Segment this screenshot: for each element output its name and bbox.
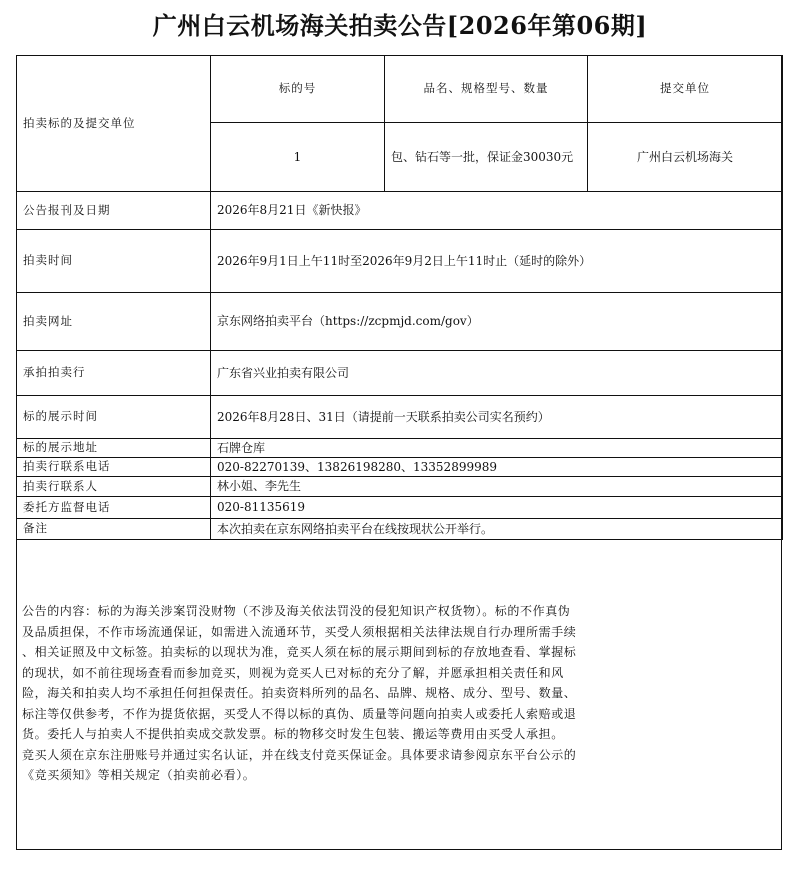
row-value: 广东省兴业拍卖有限公司 — [211, 351, 783, 396]
notice-line: 、相关证照及中文标签。拍卖标的以现状为准，竞买人须在标的展示期间到标的存放地查看、掌握标 — [22, 645, 577, 659]
row-label: 公告报刊及日期 — [17, 192, 211, 230]
table-row — [17, 396, 783, 439]
row-label: 拍卖行联系人 — [17, 477, 211, 497]
row-label: 拍卖行联系电话 — [17, 458, 211, 477]
notice-line: 的现状，如不前往现场查看而参加竞买，则视为竞买人已对标的充分了解，并愿承担相关责任和风 — [22, 665, 564, 680]
col-header-submit-unit: 提交单位 — [588, 56, 783, 123]
lot-submit-unit: 广州白云机场海关 — [588, 123, 783, 192]
table-row — [17, 497, 783, 519]
table-row — [17, 458, 783, 477]
row-value: 2026年9月1日上午11时至2026年9月2日上午11时止（延时的除外） — [211, 230, 783, 293]
notice-line: 险，海关和拍卖人均不承担任何担保责任。拍卖资料所列的品名、品牌、规格、成分、型号、数量、 — [22, 686, 577, 700]
row-label: 标的展示时间 — [17, 396, 211, 439]
header-row — [17, 56, 783, 123]
row-label: 标的展示地址 — [17, 439, 211, 458]
table-row — [17, 293, 783, 351]
col-header-item-desc: 品名、规格型号、数量 — [385, 56, 588, 123]
row-value: 林小姐、李先生 — [211, 477, 783, 497]
row-value: 京东网络拍卖平台（https://zcpmjd.com/gov） — [211, 293, 783, 351]
table-row — [17, 519, 783, 540]
row-value: 本次拍卖在京东网络拍卖平台在线按现状公开举行。 — [211, 519, 783, 540]
table-row — [17, 351, 783, 396]
page-title: 广州白云机场海关拍卖公告[2026年第06期] — [152, 11, 648, 40]
row-label: 委托方监督电话 — [17, 497, 211, 519]
row-label: 备注 — [17, 519, 211, 540]
row-value: 石牌仓库 — [211, 439, 783, 458]
section-label: 拍卖标的及提交单位 — [17, 56, 211, 192]
row-value: 2026年8月21日《新快报》 — [211, 192, 783, 230]
notice-body — [22, 601, 780, 786]
table-row — [17, 477, 783, 497]
row-label: 承拍拍卖行 — [17, 351, 211, 396]
row-value: 020-82270139、13826198280、13352899989 — [211, 458, 783, 477]
table-row — [17, 439, 783, 458]
row-label: 拍卖时间 — [17, 230, 211, 293]
lot-number: 1 — [211, 123, 385, 192]
lot-item-description: 包、钻石等一批，保证金30030元 — [385, 123, 588, 192]
notice-line: 及品质担保，不作市场流通保证，如需进入流通环节，买受人须根据相关法律法规自行办理所需手续 — [22, 624, 577, 639]
auction-info-table — [16, 55, 783, 540]
row-label: 拍卖网址 — [17, 293, 211, 351]
row-value: 020-81135619 — [211, 497, 783, 519]
table-row — [17, 192, 783, 230]
notice-line: 《竞买须知》等相关规定（拍卖前必看）。 — [22, 768, 256, 782]
table-row — [17, 230, 783, 293]
row-value: 2026年8月28日、31日（请提前一天联系拍卖公司实名预约） — [211, 396, 783, 439]
notice-line: 标注等仅供参考，不作为提货依据，买受人不得以标的真伪、质量等问题向拍卖人或委托人索赔或退 — [22, 706, 577, 721]
notice-line: 货。委托人与拍卖人不提供拍卖成交款发票。标的物移交时发生包装、搬运等费用由买受人承担。 — [22, 727, 564, 741]
col-header-lot-no: 标的号 — [211, 56, 385, 123]
notice-line: 公告的内容：标的为海关涉案罚没财物（不涉及海关依法罚没的侵犯知识产权货物）。标的不作真伪 — [22, 604, 571, 618]
notice-line: 竞买人须在京东注册账号并通过实名认证，并在线支付竞买保证金。具体要求请参阅京东平台公示的 — [22, 747, 577, 762]
